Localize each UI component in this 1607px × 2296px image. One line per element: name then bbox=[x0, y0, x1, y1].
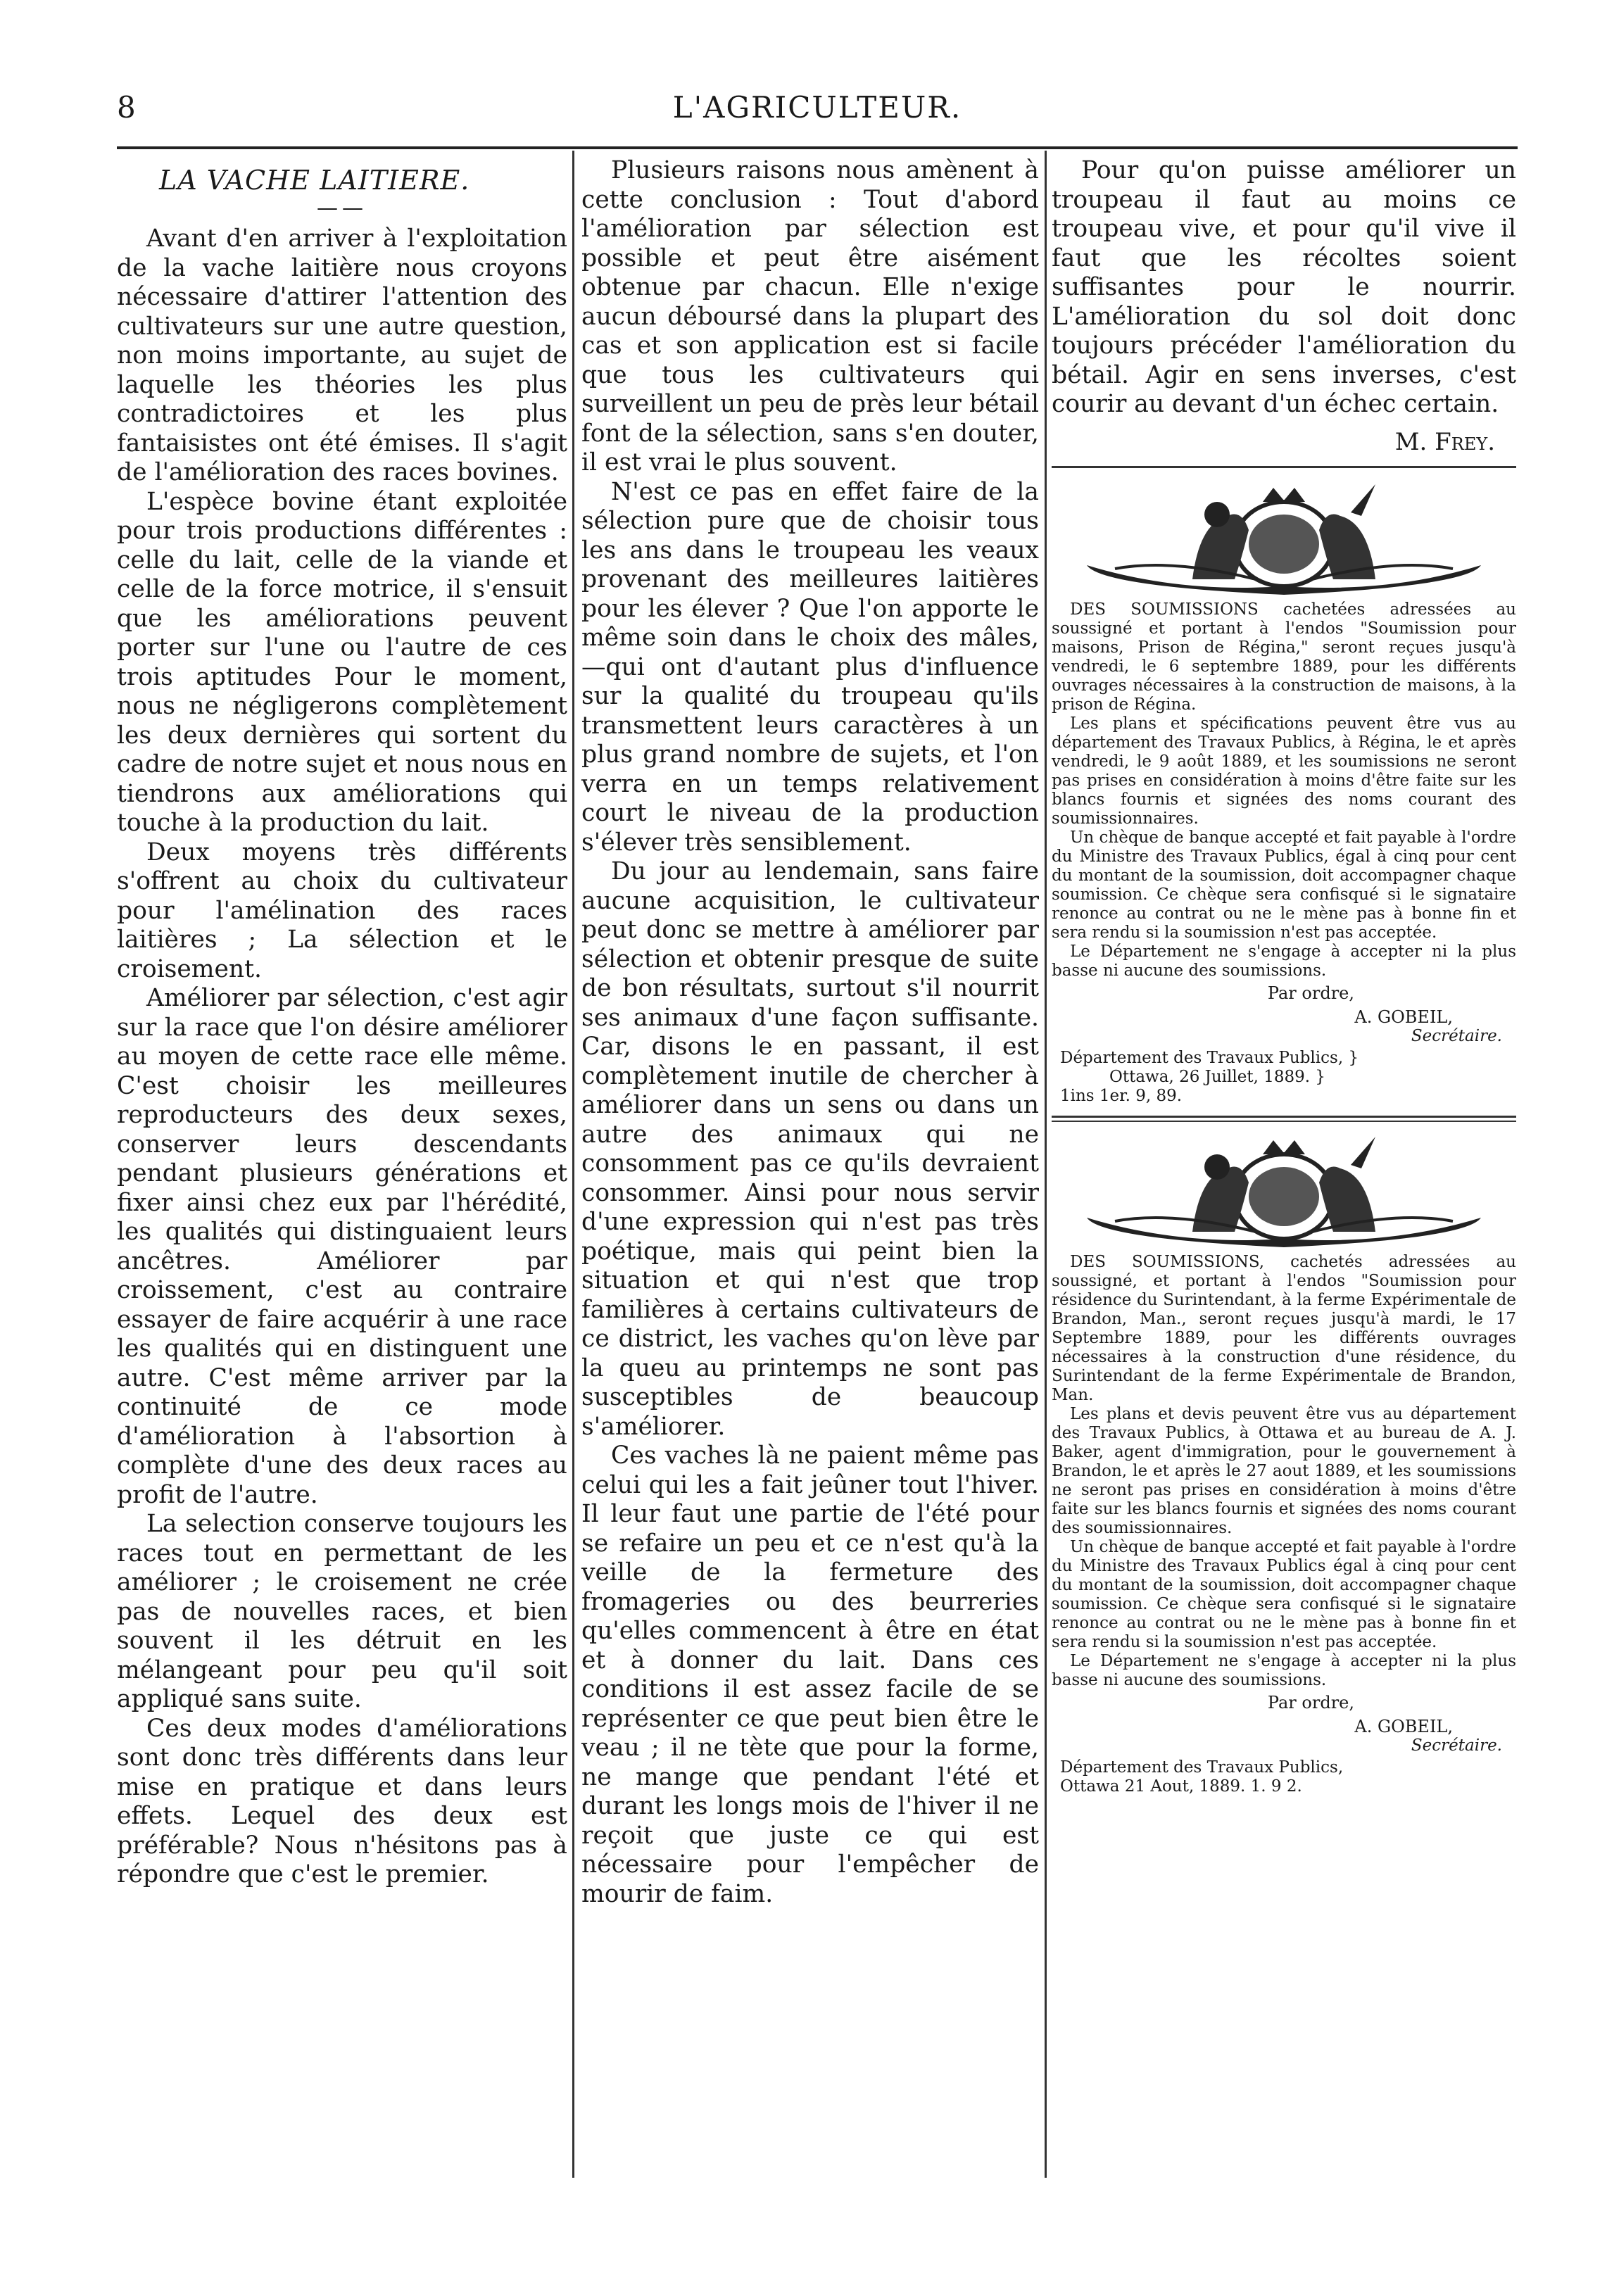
tender-notice-1 bbox=[1052, 481, 1516, 1106]
notice-text: Un chèque de banque accepté et fait payable à l'ordre du Ministre des Travaux Publics égal à cinq pour cent du montant de la soumission, doit accompagner chaque soumission. Ce chèque sera confisqué si le signataire renonce au contrat ou ne le mène pas à bonne fin et sera rendu si la soumission n'est pas acceptée. bbox=[1052, 1537, 1516, 1651]
notice-dept-line: Département des Travaux Publics, bbox=[1060, 1758, 1344, 1777]
notice-role: Secrétaire. bbox=[1411, 1736, 1502, 1755]
notice-text: Le Département ne s'engage à accepter ni la plus basse ni aucune des soumissions. bbox=[1052, 942, 1516, 980]
paragraph: Pour qu'on puisse améliorer un troupeau il faut au moins ce troupeau vive, et pour qu'il vive il faut que les récoltes soient suffisantes pour le nourrir. L'amélioration du sol doit donc toujours précéder l'amélioration du bétail. Agir en sens inverses, c'est courir au devant d'un échec certain. bbox=[1052, 156, 1516, 418]
title-dash: —— bbox=[317, 196, 367, 220]
notice-order: Par ordre, bbox=[1267, 1692, 1354, 1712]
notice-lead: DES SOUMISSIONS bbox=[1070, 600, 1259, 619]
header-rule bbox=[117, 146, 1518, 149]
column-rule bbox=[1045, 151, 1047, 2178]
article-signature: M. Frey. bbox=[1394, 427, 1495, 456]
notice-department bbox=[1060, 1758, 1516, 1796]
notice-signer: A. GOBEIL, bbox=[1354, 1007, 1453, 1027]
column-rule bbox=[572, 151, 574, 2178]
notice-text: cachetés adressées au soussigné, et portant à l'endos "Soumission pour résidence du Surintendant, à la ferme Expérimentale de Brandon, Man., seront reçues jusqu'à mardi, le 17 Septembre 1889, pour les différents ouvrages nécessaires à la construction d'une résidence, du Surintendant de la ferme Expérimentale de Brandon, Man. bbox=[1052, 1252, 1516, 1404]
paragraph: La selection conserve toujours les races tout en permettant de les améliorer ; le croisement ne crée pas de nouvelles races, et bien souvent il les détruit en les mélangeant pour peu qu'il soit appliqué sans suite. bbox=[117, 1510, 567, 1713]
paragraph: Ces vaches là ne paient même pas celui qui les a fait jeûner tout l'hiver. Il leur faut une partie de l'été pour se refaire un peu et ce n'est qu'à la veille de la fermeture des fromageries ou des beurreries qu'elles commencent à être en état et à donner du lait. Dans ces conditions il est assez facile de se représenter ce que peut bien être le veau ; il ne tète que pour la forme, ne mange que pendant l'été et durant les longs mois de l'hiver il ne reçoit que juste ce qui est nécessaire pour l'empêcher de mourir de faim. bbox=[581, 1442, 1039, 1908]
article-title: LA VACHE LAITIERE. bbox=[159, 165, 470, 196]
tender-notice-2 bbox=[1052, 1133, 1516, 1796]
notice-order: Par ordre, bbox=[1267, 983, 1354, 1003]
paragraph: Deux moyens très différents s'offrent au choix du cultivateur pour l'amélination des races laitières ; La sélection et le croisement. bbox=[117, 838, 567, 983]
notice-lead: DES SOUMISSIONS, bbox=[1070, 1252, 1265, 1271]
section-rule bbox=[1052, 1116, 1516, 1118]
notice-role: Secrétaire. bbox=[1411, 1026, 1502, 1045]
royal-coat-of-arms-icon bbox=[1052, 481, 1516, 600]
section-rule bbox=[1052, 1121, 1516, 1122]
royal-coat-of-arms-icon bbox=[1052, 1133, 1516, 1253]
article-column-3 bbox=[1052, 156, 1516, 1796]
paragraph: Avant d'en arriver à l'exploitation de la vache laitière nous croyons nécessaire d'attirer l'attention des cultivateurs sur une autre question, non moins importante, au sujet de laquelle les théories les plus contradictoires et les plus fantaisistes ont été émises. Il s'agit de l'amélioration des races bovines. bbox=[117, 225, 567, 486]
section-rule bbox=[1052, 466, 1516, 468]
paragraph: Plusieurs raisons nous amènent à cette conclusion : Tout d'abord l'amélioration par sélection est possible et peut être aisément obtenue par chacun. Elle n'exige aucun déboursé dans la plupart des cas et son application est si facile que tous les cultivateurs qui surveillent un peu de près leur bétail font de la sélection, sans s'en douter, il est vrai le plus souvent. bbox=[581, 156, 1039, 477]
notice-signer: A. GOBEIL, bbox=[1354, 1716, 1453, 1736]
notice-dept-line: Département des Travaux Publics, } bbox=[1060, 1048, 1359, 1067]
notice-dept-line: Ottawa, 26 Juillet, 1889. } bbox=[1109, 1067, 1326, 1086]
paragraph: L'espèce bovine étant exploitée pour trois productions différentes : celle du lait, celle de la viande et celle de la force motrice, il s'ensuit que les améliorations peuvent porter sur l'une ou l'autre de ces trois aptitudes Pour le moment, nous ne négligerons complètement les deux dernières qui sortent du cadre de notre sujet et nous nous en tiendrons aux améliorations qui touche à la production du lait. bbox=[117, 487, 567, 837]
paragraph: Du jour au lendemain, sans faire aucune acquisition, le cultivateur peut donc se mettre à améliorer par sélection et obtenir presque de suite de bon résultats, surtout s'il nourrit ses animaux d'une façon suffisante. Car, disons le en passant, il est complètement inutile de chercher à améliorer dans un sens ou dans un autre des animaux qui ne consomment pas ce qu'ils devraient consommer. Ainsi pour nous servir d'une expression qui n'est pas très poétique, mais qui peint bien la situation et qui n'est que trop familières à certains cultivateurs de ce district, les vaches qu'on lève par la queu au printemps ne sont pas susceptibles de beaucoup s'améliorer. bbox=[581, 857, 1039, 1441]
page-header bbox=[117, 90, 1518, 132]
notice-department bbox=[1060, 1049, 1516, 1106]
article-column-1 bbox=[117, 156, 567, 1890]
page-number: 8 bbox=[117, 90, 136, 125]
notice-dept-line: 1ins 1er. 9, 89. bbox=[1060, 1086, 1183, 1105]
paragraph: Améliorer par sélection, c'est agir sur la race que l'on désire améliorer au moyen de cette race elle même. C'est choisir les meilleures reproducteurs des deux sexes, conserver leurs descendants pendant plusieurs générations et fixer ainsi chez eux par l'hérédité, les qualités qui distinguaient leurs ancêtres. Améliorer par croissement, c'est au contraire essayer de faire acquérir à une race les qualités qui en distinguent une autre. C'est même arriver par la continuité de ce mode d'amélioration à l'absortion à complète d'une des deux races au profit de l'autre. bbox=[117, 984, 567, 1509]
notice-text: Un chèque de banque accepté et fait payable à l'ordre du Ministre des Travaux Publics, égal à cinq pour cent du montant de la soumission, doit accompagner chaque soumission. Ce chèque sera confisqué si le signataire renonce au contrat ou ne le mène pas à bonne fin et sera rendu si la soumission n'est pas acceptée. bbox=[1052, 828, 1516, 942]
running-title: L'AGRICULTEUR. bbox=[672, 90, 962, 125]
notice-dept-line: Ottawa 21 Aout, 1889. 1. 9 2. bbox=[1060, 1777, 1302, 1796]
notice-text: Les plans et devis peuvent être vus au département des Travaux Publics, à Ottawa et au bureau de A. J. Baker, agent d'immigration, pour le gouvernement à Brandon, le et après le 27 aout 1889, et les soumissions ne seront pas prises en considération à moins d'être faite sur les blancs fournis et signées des noms courant des soumissionnaires. bbox=[1052, 1404, 1516, 1537]
notice-text: cachetées adressées au soussigné et portant à l'endos "Soumission pour maisons, Prison de Régina," seront reçues jusqu'à vendredi, le 6 septembre 1889, pour les différents ouvrages nécessaires à la construction de maisons, à la prison de Régina. bbox=[1052, 600, 1516, 714]
notice-text: Le Département ne s'engage à accepter ni la plus basse ni aucune des soumissions. bbox=[1052, 1651, 1516, 1689]
article-column-2 bbox=[581, 156, 1039, 1909]
paragraph: Ces deux modes d'améliorations sont donc très différents dans leur mise en pratique et dans leurs effets. Lequel des deux est préférable? Nous n'hésitons pas à répondre que c'est le premier. bbox=[117, 1714, 567, 1888]
notice-text: Les plans et spécifications peuvent être vus au département des Travaux Publics, à Régina, le et après vendredi, le 9 août 1889, et les soumissions ne seront pas prises en considération à moins d'être faite sur les blancs fournis et signées des noms courant des soumissionnaires. bbox=[1052, 714, 1516, 828]
paragraph: N'est ce pas en effet faire de la sélection pure que de choisir tous les ans dans le troupeau les veaux provenant des meilleures laitières pour les élever ? Que l'on apporte le même soin dans le choix des mâles,—qui ont d'autant plus d'influence sur la qualité du troupeau qu'ils transmettent leurs caractères à un plus grand nombre de sujets, et l'on verra en un temps relativement court le niveau de la production s'élever très sensiblement. bbox=[581, 477, 1039, 857]
